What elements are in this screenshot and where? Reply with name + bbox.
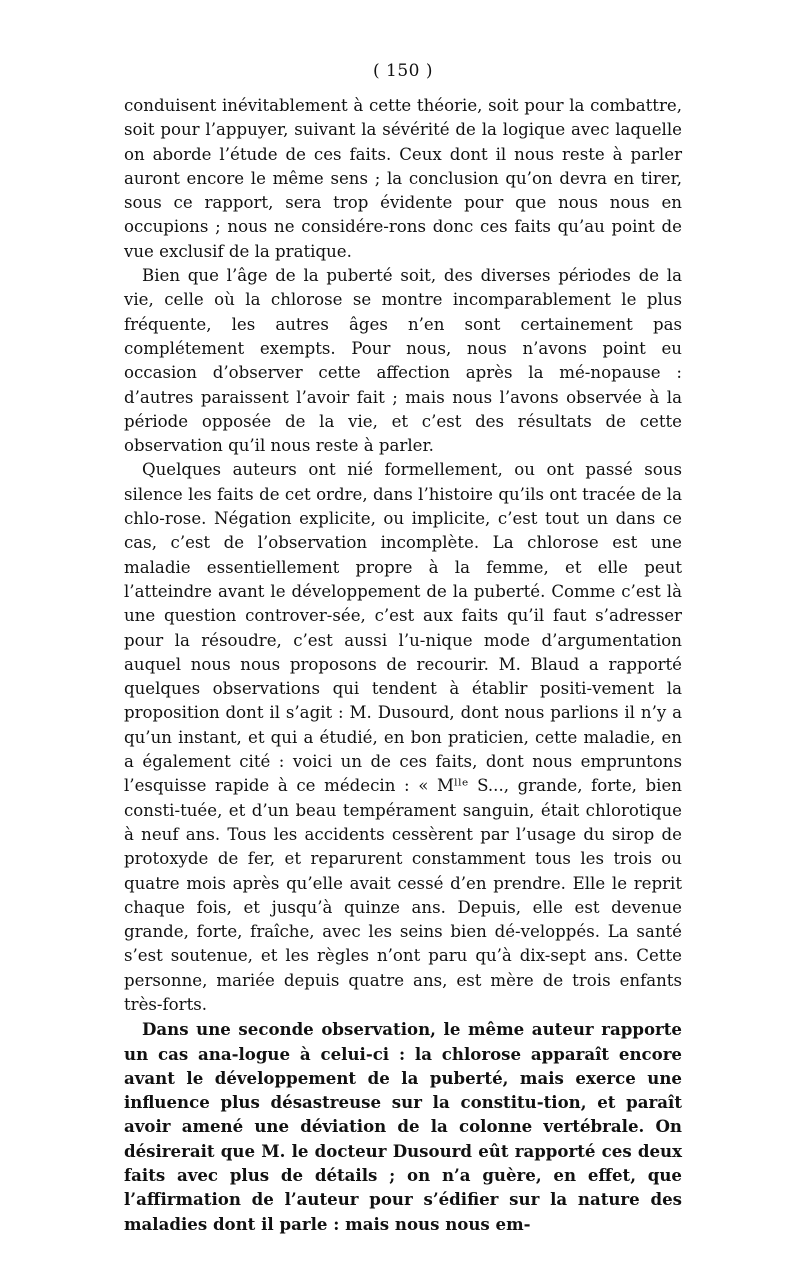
page-number: ( 150 ) bbox=[372, 61, 434, 81]
paragraph-1: conduisent inévitablement à cette théorie, soit pour la combattre, soit pour l’appuyer, suivant la sévérité de la logique avec laquelle on aborde l’étude de ces faits. Ceux dont il nous reste à parler auront encore le même sens ; la conclusion qu’on devra en tirer, sous ce rapport, sera trop évidente pour que nous nous en occupions ; nous ne considére-rons donc ces faits qu’au point de vue exclusif de la pratique. bbox=[124, 96, 682, 261]
paragraph-4: Dans une seconde observation, le même auteur rapporte un cas ana-logue à celui-ci : la chlorose apparaît encore avant le développement de la puberté, mais exerce une influence plus désastreuse sur la constitu-tion, et paraît avoir amené une déviation de la colonne vertébrale. On désirerait que M. le docteur Dusourd eût rapporté ces deux faits avec plus de détails ; on n’a guère, en effet, que l’affirmation de l’auteur pour s’édifier sur la nature des maladies dont il parle : mais nous nous em- bbox=[124, 1019, 682, 1234]
book-page bbox=[124, 58, 682, 1236]
paragraph-3: Quelques auteurs ont nié formellement, ou ont passé sous silence les faits de cet ordre, dans l’histoire qu’ils ont tracée de la chlo-rose. Négation explicite, ou implicite, c’est tout un dans ce cas, c’est de l’observation incomplète. La chlorose est une maladie essentiellement propre à la femme, et elle peut l’atteindre avant le développement de la puberté. Comme c’est là une question controver-sée, c’est aux faits qu’il faut s’adresser pour la résoudre, c’est aussi l’u-nique mode d’argumentation auquel nous nous proposons de recourir. M. Blaud a rapporté quelques observations qui tendent à établir positi-vement la proposition dont il s’agit : M. Dusourd, dont nous parlions il n’y a qu’un instant, et qui a étudié, en bon praticien, cette maladie, en a également cité : voici un de ces faits, dont nous empruntons l’esquisse rapide à ce médecin : « Mˡˡᵉ S..., grande, forte, bien consti-tuée, et d’un beau tempérament sanguin, était chlorotique à neuf ans. Tous les accidents cessèrent par l’usage du sirop de protoxyde de fer, et reparurent constamment tous les trois ou quatre mois après qu’elle avait cessé d’en prendre. Elle le reprit chaque fois, et jusqu’à quinze ans. Depuis, elle est devenue grande, forte, fraîche, avec les seins bien dé-veloppés. La santé s’est soutenue, et les règles n’ont paru qu’à dix-sept ans. Cette personne, mariée depuis quatre ans, est mère de trois enfants très-forts. bbox=[124, 460, 682, 1014]
paragraph-2: Bien que l’âge de la puberté soit, des diverses périodes de la vie, celle où la chlorose se montre incomparablement le plus fréquente, les autres âges n’en sont certainement pas complétement exempts. Pour nous, nous n’avons point eu occasion d’observer cette affection après la mé-nopause : d’autres paraissent l’avoir fait ; mais nous l’avons observée à la période opposée de la vie, et c’est des résultats de cette observation qu’il nous reste à parler. bbox=[124, 266, 682, 456]
